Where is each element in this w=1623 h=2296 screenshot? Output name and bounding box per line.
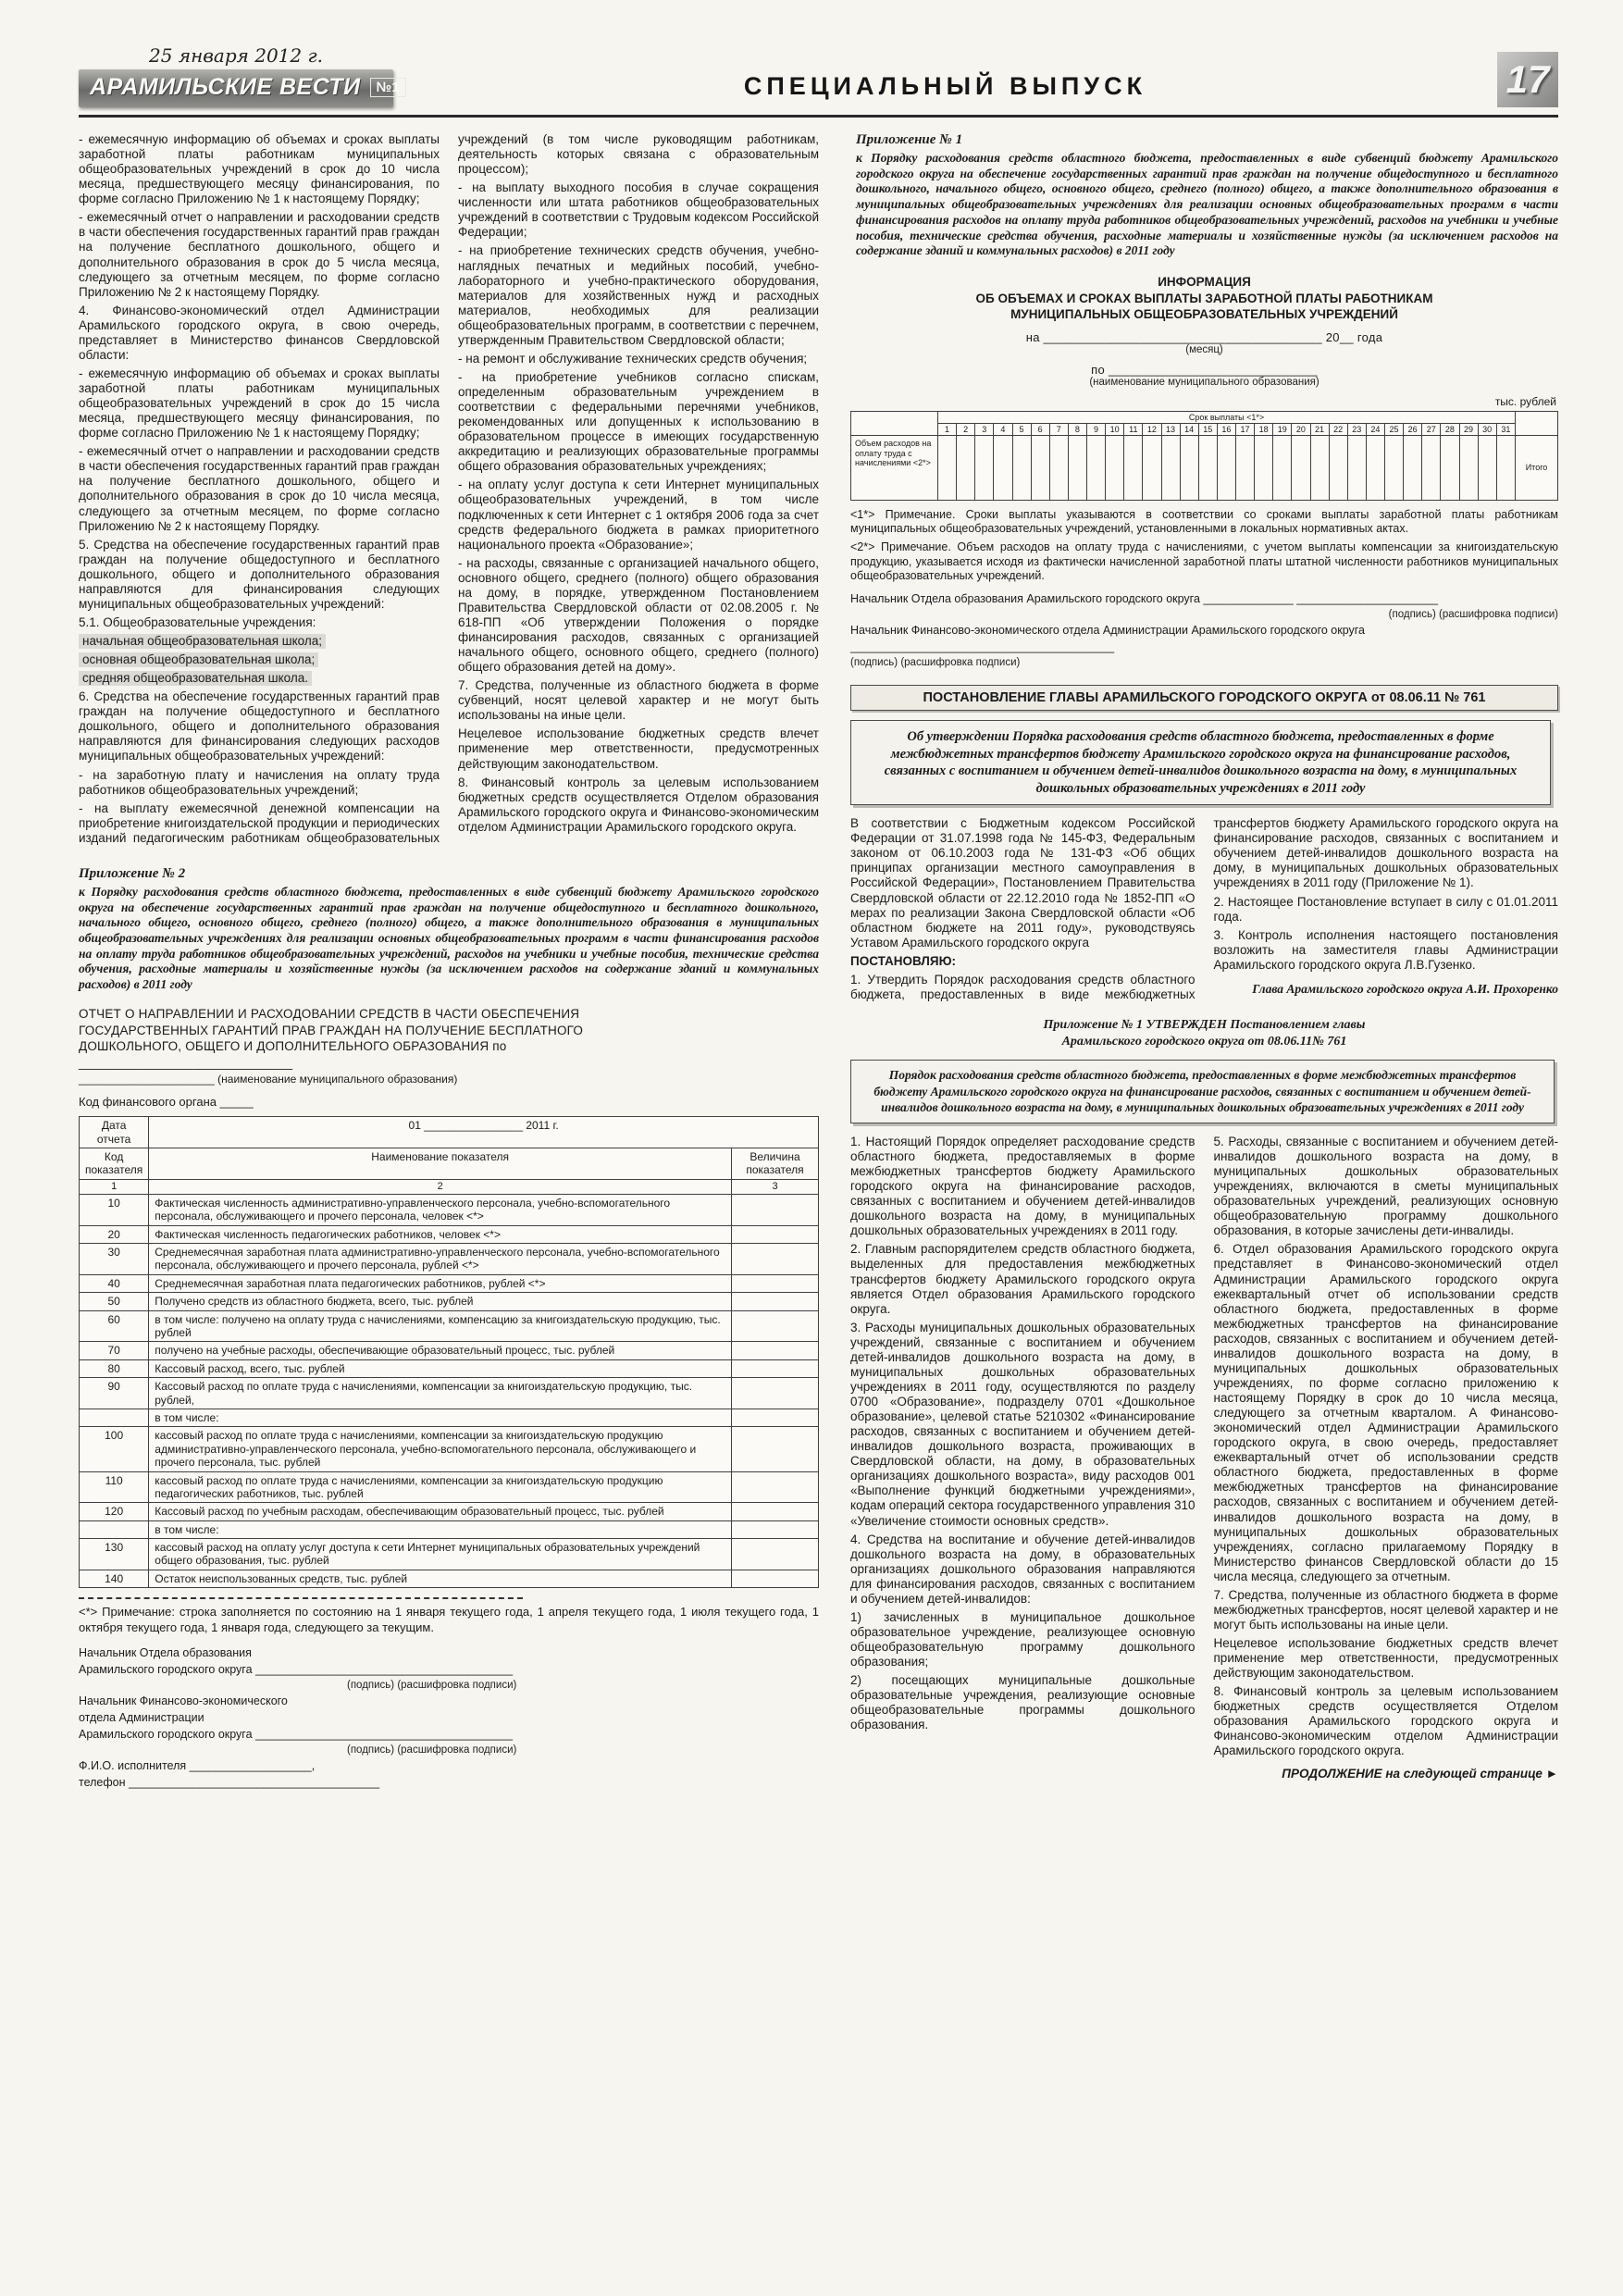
value-cell [1049,435,1068,500]
value-cell [1143,435,1161,500]
signature-line: отдела Администрации [79,1710,204,1724]
row-code: 60 [80,1310,149,1342]
value-cell [1236,435,1255,500]
article-paragraph: 8. Финансовый контроль за целевым использованием бюджетных средств осуществляется Отделом образования Арамильского городского округа и Финансово-экономическим отделом Администрации Арамильского городского округа. [458,775,819,834]
value-cell [1478,435,1496,500]
info-footnote: <1*> Примечание. Сроки выплаты указываются в соответствии со сроками выплаты заработной платы работникам муниципальных общеобразовательных учреждений, установленными в локальных нормативных актах. [850,507,1558,536]
row-value [732,1310,819,1342]
col-header-code: Код показателя [80,1148,149,1179]
article-paragraph: Нецелевое использование бюджетных средств влечет применение мер ответственности, предусмотренных действующим законодательством. [458,726,819,771]
value-cell [1180,435,1198,500]
order-paragraph: 6. Отдел образования Арамильского городского округа представляет в Финансово-экономический отдел Администрации Арамильского городского округа ежеквартальный отчет об использовании средств областного бюджета, предоставленных в форме межбюджетных трансфертов на финансирование расходов, связанных с воспитанием и обучением детей-инвалидов дошкольного возраста на дому, в муниципальных дошкольных образовательных учреждениях, по форме согласно приложению к настоящему Порядку в срок до 10 числа месяца, следующего за отчетным кварталом. А Финансово-экономический отдел Администрации Арамильского городского округа, в свою очередь, предоставляет ежеквартальный отчет об использовании средств областного бюджета, предоставленных в форме межбюджетных трансфертов на финансирование расходов, связанных с воспитанием и обучением детей-инвалидов дошкольного возраста на дому, в муниципальных дошкольных образовательных учреждениях, согласно прилагаемому Порядку в Министерство финансов Свердловской области до 15 числа месяца, следующего за отчетным. [1213,1242,1558,1583]
expense-row-label: Объем расходов на оплату труда с начислениями <2*> [851,435,938,500]
value-cell [1106,435,1124,500]
row-code: 130 [80,1539,149,1570]
appendix-2-preamble: к Порядку расходования средств областного бюджета, предоставленных в виде субвенций бюджету Арамильского городского округа на обеспечение государственных гарантий прав граждан на получение общедоступного и бесплатного дошкольного, начального общего, основного общего, среднего (полного) общего, а также дополнительного образования в муниципальных общеобразовательных учреждениях для реализации основных общеобразовательных программ в части финансирования расходов на оплату труда работников общеобразовательных учреждений, расходов на учебники и учебные пособия, технические средства обучения, расходные материалы и хозяйственные нужды (за исключением расходов на содержание зданий и коммунальных расходов) в 2011 году [79,884,819,992]
value-cell [1087,435,1106,500]
row-code: 140 [80,1570,149,1587]
row-name: кассовый расход по оплате труда с начислениями, компенсации за книгоиздательскую продукцию педагогических работников, тыс. рублей [149,1471,732,1503]
day-number-cell: 15 [1198,423,1217,435]
newspaper-logo [79,69,400,107]
resolution-subject: Об утверждении Порядка расходования средств областного бюджета, предоставленных в форме межбюджетных трансфертов бюджету Арамильского городского округа на финансирование расходов, связанных с воспитанием и обучением детей-инвалидов дошкольного возраста на дому, в муниципальных дошкольных образовательных учреждениях в 2011 году [850,720,1551,805]
report-table-row [80,1427,819,1471]
value-cell [1441,435,1459,500]
signature-line: (подпись) (расшифровка подписи) [347,1744,517,1756]
order-title: Порядок расходования средств областного бюджета, предоставленных в форме межбюджетных трансфертов бюджету Арамильского городского округа на финансирование расходов, связанных с воспитанием и обучением детей-инвалидов дошкольного возраста на дому, в муниципальных дошкольных образовательных учреждениях в 2011 году [850,1060,1555,1123]
row-value [732,1225,819,1243]
page-header [0,0,1623,113]
value-cell [975,435,994,500]
value-cell [1496,435,1515,500]
appendix-2-label: Приложение № 2 [79,865,186,881]
row-name: кассовый расход по оплате труда с начислениями, компенсации за книгоиздательскую продукцию административно-управленческого персонала, учебно-вспомогательного персонала, обслуживающего и прочего персонала, тыс. рублей [149,1427,732,1471]
day-number-cell: 17 [1236,423,1255,435]
left-region [79,132,819,1789]
row-value [732,1570,819,1587]
row-value [732,1503,819,1520]
signature-line: Начальник Отдела образования [79,1645,252,1659]
order-paragraph: 8. Финансовый контроль за целевым использованием бюджетных средств осуществляется Отделом образования Арамильского городского округа и Финансово-экономическим отделом Администрации Арамильского городского округа. [1213,1684,1558,1758]
day-number-cell: 28 [1441,423,1459,435]
report-table-row [80,1503,819,1520]
value-cell [938,435,957,500]
day-number-cell: 18 [1255,423,1273,435]
row-name: Среднемесячная заработная плата педагогических работников, рублей <*> [149,1274,732,1292]
value-cell [1012,435,1031,500]
day-number-cell: 8 [1068,423,1086,435]
info-title-line: ОБ ОБЪЕМАХ И СРОКАХ ВЫПЛАТЫ ЗАРАБОТНОЙ ПЛАТЫ РАБОТНИКАМ [975,291,1433,305]
article-paragraph: - на приобретение учебников согласно спискам, определенным образовательным учреждением в соответствии с федеральными перечнями учебников, рекомендованных или допущенных к использованию в образовательном процессе в имеющих государственную аккредитацию и реализующих образовательные программы общего образования образовательных учреждениях; [458,369,819,474]
row-name: Кассовый расход по учебным расходам, обеспечивающим образовательный процесс, тыс. рублей [149,1503,732,1520]
report-table-row [80,1274,819,1292]
row-value [732,1427,819,1471]
resolution-body [850,816,1558,1002]
value-cell [1310,435,1329,500]
salary-info-block [850,274,1558,668]
appendix-2-section [79,866,819,1789]
units-label: тыс. рублей [1494,394,1556,408]
value-cell [1161,435,1180,500]
report-title: ОТЧЕТ О НАПРАВЛЕНИИ И РАСХОДОВАНИИ СРЕДСТВ В ЧАСТИ ОБЕСПЕЧЕНИЯ ГОСУДАРСТВЕННЫХ ГАРАНТИЙ ПРАВ ГРАЖДАН НА ПОЛУЧЕНИЕ БЕСПЛАТНОГО ДОШКОЛЬНОГО, ОБЩЕГО И ДОПОЛНИТЕЛЬНОГО ОБРАЗОВАНИЯ по ______________________________ [79,1006,584,1070]
report-table-row [80,1194,819,1225]
row-code: 120 [80,1503,149,1520]
report-table-row [80,1570,819,1587]
issue-number-badge: №1 [370,78,406,97]
day-number-cell: 23 [1347,423,1366,435]
value-cell [1347,435,1366,500]
day-number-cell: 11 [1124,423,1143,435]
value-cell [1329,435,1347,500]
resolution-paragraph: 2. Настоящее Постановление вступает в силу с 01.01.2011 года. [1213,894,1558,924]
value-cell [1255,435,1273,500]
article-paragraph: - ежемесячный отчет о направлении и расходовании средств в части обеспечения государственных гарантий прав граждан на получение бесплатного дошкольного, общего и дополнительного образования в срок до 5 числа месяца, следующего за отчетным месяцем, по форме согласно Приложению № 2 к настоящему Порядку. [79,210,440,299]
form-caption-month: (месяц) [1185,343,1223,355]
row-code: 50 [80,1293,149,1310]
section-title: СПЕЦИАЛЬНЫЙ ВЫПУСК [743,72,1147,100]
row-name: в том числе: получено на оплату труда с начислениями, компенсацию за книгоиздательскую продукцию, тыс. рублей [149,1310,732,1342]
value-cell [1292,435,1310,500]
row-code: 20 [80,1225,149,1243]
row-code: 100 [80,1427,149,1471]
report-table-row [80,1520,819,1538]
day-number-cell: 29 [1459,423,1478,435]
signature-line: (подпись) (расшифровка подписи) [347,1679,517,1691]
report-table-row [80,1409,819,1426]
report-date-value: 01 ________________ 2011 г. [149,1117,819,1148]
day-number-cell: 16 [1217,423,1235,435]
page-content [0,132,1623,1789]
newspaper-masthead [79,44,400,107]
resolution-paragraph: В соответствии с Бюджетным кодексом Российской Федерации от 31.07.1998 года № 145-ФЗ, Федеральным законом от 06.10.2003 года № 131-ФЗ «Об общих принципах организации местного самоуправления в Российской Федерации», Постановлением Правительства Свердловской области от 22.12.2010 года № 1852-ПП «О мерах по реализации Закона Свердловской области «Об областном бюджете на 2011 году», руководствуясь Уставом Арамильского городского округа [850,816,1196,949]
row-code: 40 [80,1274,149,1292]
resolution-section [850,685,1558,1002]
appendix-1-preamble: к Порядку расходования средств областного бюджета, предоставленных в виде субвенций бюджету Арамильского городского округа на обеспечение государственных гарантий прав граждан на получение общедоступного и бесплатного дошкольного, начального общего, основного общего, среднего (полного) общего, а также дополнительного образования в муниципальных общеобразовательных учреждениях для реализации основных общеобразовательных программ в части финансирования расходов на оплату труда работников общеобразовательных учреждений, расходов на учебники и учебные пособия, технические средства обучения, расходные материалы и хозяйственные нужды (за исключением расходов на содержание зданий и коммунальных расходов) в 2011 году [856,151,1558,258]
day-number-cell: 7 [1049,423,1068,435]
report-footnote: <*> Примечание: строка заполняется по состоянию на 1 января текущего года, 1 апреля текущего года, 1 июля текущего года, 1 октября текущего года, 1 января года, следующего за текущим. [79,1605,819,1634]
order-head [850,1017,1558,1050]
day-number-cell: 6 [1031,423,1049,435]
form-line-month-year: на ________________________________________ 20__ года [1025,329,1383,344]
report-header-row [80,1148,819,1179]
row-name: в том числе: [149,1520,732,1538]
corner-cell [851,411,938,435]
report-muni-line: ______________________ (наименование муниципального образования) [79,1073,458,1086]
article-paragraph: - на приобретение технических средств обучения, учебно-наглядных печатных и медийных пособий, учебно-лабораторного и учебно-практического оборудования, материалов для хозяйственных нужд и расходных материалов, необходимых для реализации общеобразовательных программ, в соответствии с перечнем, утвержденным Правительством Свердловской области; [458,243,819,347]
dashed-separator [79,1597,523,1599]
info-title-line: МУНИЦИПАЛЬНЫХ ОБЩЕОБРАЗОВАТЕЛЬНЫХ УЧРЕЖДЕНИЙ [1010,307,1398,322]
resolution-paragraph: 3. Контроль исполнения настоящего постановления возложить на заместителя главы Администрации Арамильского городского округа Л.В.Гузенко. [1213,927,1558,972]
order-paragraph: 4. Средства на воспитание и обучение детей-инвалидов дошкольного возраста на дому, в образовательных организациях дошкольного образования направляются для финансирования расходов, связанных с воспитанием и обучением детей-инвалидов: [850,1532,1196,1606]
report-head [79,1006,819,1109]
article-paragraph: основная общеобразовательная школа; [79,652,318,667]
article-paragraph: - на ремонт и обслуживание технических средств обучения; [458,351,808,366]
order-paragraph: Нецелевое использование бюджетных средств влечет применение мер ответственности, предусмотренных действующим законодательством. [1213,1636,1558,1681]
signature-line: Начальник Отдела образования Арамильского городского округа ______________ ______________________ [850,592,1439,606]
value-cell [1217,435,1235,500]
day-number-cell: 31 [1496,423,1515,435]
resolution-paragraph: ПОСТАНОВЛЯЮ: [850,953,957,968]
total-header-cell [1516,411,1558,435]
row-name: Фактическая численность педагогических работников, человек <*> [149,1225,732,1243]
signature-line: Начальник Финансово-экономического [79,1694,288,1707]
page-number-box [1497,52,1558,107]
row-name: в том числе: [149,1409,732,1426]
day-number-cell: 12 [1143,423,1161,435]
signature-line: Арамильского городского округа ________________________________________ [79,1727,514,1741]
value-cell [1031,435,1049,500]
article-paragraph: средняя общеобразовательная школа. [79,671,312,686]
value-cell [957,435,975,500]
report-table-row [80,1378,819,1409]
order-paragraph: 5. Расходы, связанные с воспитанием и обучением детей-инвалидов дошкольного возраста на дому, в муниципальных дошкольных образовательных учреждениях, включаются в сметы муниципальных образовательных учреждений, реализующих основную общеобразовательную программу дошкольного образования, в которые зачислены дети-инвалиды. [1213,1134,1558,1238]
col-number-2: 2 [149,1179,732,1194]
row-value [732,1378,819,1409]
day-number-cell: 14 [1180,423,1198,435]
row-value [732,1539,819,1570]
article-paragraph: - на оплату услуг доступа к сети Интернет муниципальных общеобразовательных учреждений, в том числе подключенных к сети Интернет с 1 октября 2006 года за счет средств федерального бюджета в рамках приоритетного национального проекта «Образование»; [458,478,819,552]
day-number-cell: 27 [1422,423,1441,435]
day-number-cell: 21 [1310,423,1329,435]
value-cell [1422,435,1441,500]
signature-line: Начальник Финансово-экономического отдела Администрации Арамильского городского округа [850,624,1366,638]
order-section [850,1017,1558,1781]
row-value [732,1293,819,1310]
article-paragraph: 5.1. Общеобразовательные учреждения: [79,614,316,629]
day-number-cell: 4 [994,423,1012,435]
order-paragraph: 7. Средства, полученные из областного бюджета в форме межбюджетных трансфертов, носят целевой характер и не могут быть использованы на иные цели. [1213,1587,1558,1632]
day-number-cell: 5 [1012,423,1031,435]
schedule-header-row [851,411,1558,423]
salary-schedule-table [850,411,1558,501]
schedule-data-row [851,435,1558,500]
article-paragraph: 7. Средства, полученные из областного бюджета в форме субвенций, носят целевой характер и не могут быть использованы на иные цели. [458,678,819,723]
row-name: Кассовый расход по оплате труда с начислениями, компенсации за книгоиздательскую продукцию, тыс. рублей, [149,1378,732,1409]
order-paragraph: 2. Главным распорядителем средств областного бюджета, выделенных для предоставления межбюджетных трансфертов бюджету Арамильского городского округа является Отдел образования Арамильского городского округа. [850,1242,1196,1316]
info-title [850,274,1558,323]
day-number-cell: 1 [938,423,957,435]
article-paragraph: - на расходы, связанные с организацией начального общего, основного общего, среднего (полного) общего образования на дому, в порядке, утвержденном Постановлением Правительства Свердловской области от 02.08.2005 г. № 618-ПП «Об утверждении Положения о порядке финансирования расходов, связанных с организацией начального общего, основного общего, среднего (полного) общего образования детей на дому». [458,555,819,675]
row-name: Получено средств из областного бюджета, всего, тыс. рублей [149,1293,732,1310]
page-number: 17 [1505,57,1550,101]
report-date-label: Дата отчета [80,1117,149,1148]
day-number-cell: 10 [1106,423,1124,435]
info-footnotes [850,508,1558,583]
order-head-line: Приложение № 1 УТВЕРЖДЕН Постановлением главы [1043,1017,1366,1032]
report-table-row [80,1359,819,1377]
order-body [850,1135,1558,1759]
order-paragraph: 1. Настоящий Порядок определяет расходование средств областного бюджета, предоставляемых в форме межбюджетных трансфертов бюджету Арамильского городского округа на финансирование расходов, связанных с воспитанием и обучением детей-инвалидов дошкольного возраста на дому, в муниципальных дошкольных образовательных учреждениях в 2011 году. [850,1134,1196,1238]
report-table-row [80,1244,819,1275]
header-divider [79,115,1558,118]
day-number-cell: 26 [1404,423,1422,435]
signature-line: (подпись) (расшифровка подписи) [850,657,1021,669]
article-paragraph: начальная общеобразовательная школа; [79,634,326,649]
row-value [732,1409,819,1426]
col-number-1: 1 [80,1179,149,1194]
report-table-body [80,1194,819,1587]
row-code: 80 [80,1359,149,1377]
value-cell [1124,435,1143,500]
value-cell [1273,435,1292,500]
article-paragraph: - ежемесячную информацию об объемах и сроках выплаты заработной платы работникам муниципальных общеобразовательных учреждений в срок до 15 числа месяца, предшествующего месяцу финансирования, по форме согласно Приложению № 1 к настоящему Порядку; [79,366,440,441]
report-signatures [79,1646,819,1789]
report-table-row [80,1293,819,1310]
report-table [79,1116,819,1588]
signature-line: (подпись) (расшифровка подписи) [1388,609,1558,621]
continuation-note: ПРОДОЛЖЕНИЕ на следующей странице ► [1282,1766,1558,1781]
report-table-row [80,1225,819,1243]
signature-line: телефон _______________________________________ [79,1775,380,1789]
day-number-cell: 19 [1273,423,1292,435]
row-value [732,1520,819,1538]
report-table-row [80,1310,819,1342]
row-name: Фактическая численность административно-управленческого персонала, учебно-вспомогательного персонала, обслуживающего и прочего персонала, человек <*> [149,1194,732,1225]
row-name: Остаток неиспользованных средств, тыс. рублей [149,1570,732,1587]
form-line-po: по ______________________________ [1091,362,1318,377]
row-code: 110 [80,1471,149,1503]
value-cell [1198,435,1217,500]
row-code [80,1409,149,1426]
row-name: Кассовый расход, всего, тыс. рублей [149,1359,732,1377]
value-cell [1068,435,1086,500]
row-value [732,1342,819,1359]
report-date-row [80,1117,819,1148]
appendix-1-section [850,132,1558,259]
row-value [732,1359,819,1377]
total-label: Итого [1516,435,1558,500]
report-table-row [80,1539,819,1570]
order-head-line: Арамильского городского округа от 08.06.11№ 761 [1061,1035,1347,1049]
day-number-cell: 30 [1478,423,1496,435]
value-cell [1366,435,1384,500]
info-footnote: <2*> Примечание. Объем расходов на оплату труда с начислениями, с учетом выплаты компенсации за книгоиздательскую продукцию, указывается исходя из фактически начисленной заработной платы штатной численности работников муниципальных общеобразовательных учреждений. [850,540,1558,582]
day-number-cell: 13 [1161,423,1180,435]
row-name: получено на учебные расходы, обеспечивающие образовательный процесс, тыс. рублей [149,1342,732,1359]
row-code: 70 [80,1342,149,1359]
info-signatures [850,592,1558,668]
row-value [732,1274,819,1292]
report-table-head [80,1117,819,1195]
row-code: 90 [80,1378,149,1409]
report-table-row [80,1471,819,1503]
info-title-line: ИНФОРМАЦИЯ [1158,275,1251,290]
report-table-row [80,1342,819,1359]
article-paragraph: - на выплату ежемесячной денежной компенсации на приобретение книгоиздательской продукции и периодических изданий педагогическим работникам общеобразовательных учреждений (в том числе руководящим работникам, деятельность которых связана с образовательным процессом); [79,132,819,845]
resolution-paragraph: 1. Утвердить Порядок расходования средств областного бюджета, предоставленных в виде межбюджетных трансфертов бюджету Арамильского городского округа на финансирование расходов, связанных с воспитанием и обучением детей-инвалидов дошкольного возраста на дому, в муниципальных дошкольных образовательных учреждениях в 2011 году (Приложение № 1). [850,816,1558,1001]
right-region [850,132,1558,1789]
day-numbers-row [851,423,1558,435]
payment-period-header: Срок выплаты <1*> [938,411,1516,423]
col-header-value: Величина показателя [732,1148,819,1179]
row-code: 10 [80,1194,149,1225]
signature-line: _________________________________________ [850,640,1115,654]
issue-date: 25 января 2012 г. [149,44,323,67]
article-paragraph: - ежемесячный отчет о направлении и расходовании средств в части обеспечения государственных гарантий прав граждан на получение бесплатного дошкольного, общего и дополнительного образования в срок до 10 числа месяца, следующего за отчетным месяцем, по форме согласно Приложению № 2 к настоящему Порядку. [79,444,440,533]
finance-code-line: Код финансового органа _____ [79,1095,254,1110]
col-header-name: Наименование показателя [149,1148,732,1179]
day-number-cell: 2 [957,423,975,435]
row-name: кассовый расход на оплату услуг доступа к сети Интернет муниципальных образовательных учреждений общего образования, тыс. рублей [149,1539,732,1570]
main-article [79,132,819,846]
order-paragraph: 1) зачисленных в муниципальное дошкольное образовательное учреждение, реализующее основную общеобразовательную программу дошкольного образования; [850,1609,1196,1669]
col-number-3: 3 [732,1179,819,1194]
day-number-cell: 25 [1385,423,1404,435]
article-paragraph: 6. Средства на обеспечение государственных гарантий прав граждан на получение общедоступного и бесплатного дошкольного, общего и дополнительного образования направляются для финансирования следующих расходов муниципальных общеобразовательных учреждений: [79,689,440,763]
row-name: Среднемесячная заработная плата административно-управленческого персонала, учебно-вспомогательного персонала, обслуживающего и прочего персонала, рублей <*> [149,1244,732,1275]
signature-line: Ф.И.О. исполнителя ___________________, [79,1758,316,1772]
appendix-1-label: Приложение № 1 [856,132,963,147]
value-cell [1404,435,1422,500]
article-paragraph: - на выплату выходного пособия в случае сокращения численности или штата работников общеобразовательных учреждений в соответствии с Трудовым кодексом Российской Федерации; [458,180,819,240]
resolution-paragraph: Глава Арамильского городского округа А.И. Прохоренко [1252,981,1558,996]
value-cell [994,435,1012,500]
form-caption-municipality: (наименование муниципального образования) [1089,376,1319,388]
row-code [80,1520,149,1538]
day-number-cell: 24 [1366,423,1384,435]
day-number-cell: 9 [1087,423,1106,435]
resolution-header: ПОСТАНОВЛЕНИЕ ГЛАВЫ АРАМИЛЬСКОГО ГОРОДСКОГО ОКРУГА от 08.06.11 № 761 [850,685,1558,711]
article-paragraph: - ежемесячную информацию об объемах и сроках выплаты заработной платы работникам муниципальных общеобразовательных учреждений в срок до 10 числа месяца, предшествующего месяцу финансирования, по форме согласно Приложению № 1 к настоящему Порядку; [79,132,440,206]
row-value [732,1244,819,1275]
article-paragraph: - на заработную плату и начисления на оплату труда работников общеобразовательных учреждений; [79,767,440,797]
day-number-cell: 20 [1292,423,1310,435]
value-cell [1459,435,1478,500]
row-value [732,1194,819,1225]
article-paragraph: 5. Средства на обеспечение государственных гарантий прав граждан на получение общедоступного и бесплатного дошкольного, общего и дополнительного образования направляются для финансирования следующих муниципальных общеобразовательных учреждений: [79,537,440,611]
newspaper-title: АРАМИЛЬСКИЕ ВЕСТИ [90,74,361,100]
row-code: 30 [80,1244,149,1275]
article-paragraph: 4. Финансово-экономический отдел Администрации Арамильского городского округа, в свою очередь, представляет в Министерство финансов Свердловской области: [79,303,440,362]
order-paragraph: 2) посещающих муниципальные дошкольные образовательные учреждения, реализующие основные общеобразовательные программы дошкольного образования. [850,1673,1196,1732]
row-value [732,1471,819,1503]
order-paragraph: 3. Расходы муниципальных дошкольных образовательных учреждений, связанные с воспитанием и обучением детей-инвалидов дошкольного возраста на дому, в муниципальных дошкольных образовательных учреждениях в 2011 году, осуществляются по разделу 0700 «Образование», подразделу 0701 «Дошкольное образование», целевой статье 5210302 «Финансирование расходов, связанных с воспитанием и обучением детей-инвалидов дошкольного возраста, проживающих в Свердловской области, на дому, в образовательных организациях дошкольного возраста», виду расходов 001 «Выполнение функций бюджетными учреждениями», кодам операций сектора государственного управления 310 «Увеличение стоимости основных средств». [850,1320,1196,1528]
value-cell [1385,435,1404,500]
signature-line: Арамильского городского округа ________________________________________ [79,1662,514,1676]
day-number-cell: 3 [975,423,994,435]
report-numbering-row [80,1179,819,1194]
day-number-cell: 22 [1329,423,1347,435]
